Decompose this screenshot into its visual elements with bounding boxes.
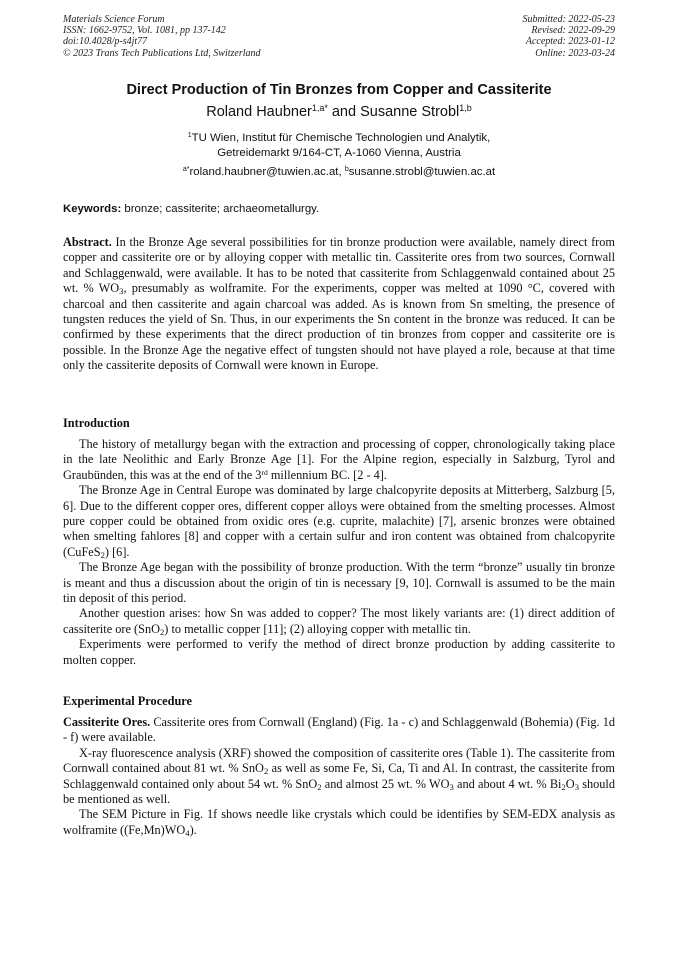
affiliation-line-1: TU Wien, Institut für Chemische Technologien und Analytik,	[191, 132, 491, 144]
author-strobl: Susanne Strobl	[360, 104, 460, 120]
journal-name: Materials Science Forum	[63, 14, 165, 25]
author-haubner-affil: 1,a*	[311, 103, 328, 114]
date-revised: Revised: 2022-09-29	[531, 25, 615, 37]
author-haubner: Roland Haubner	[206, 104, 312, 120]
journal-info	[63, 14, 261, 59]
section-heading-experimental: Experimental Procedure	[63, 694, 192, 708]
experimental-text	[63, 715, 615, 838]
subsection-label-cassiterite-ores: Cassiterite Ores.	[63, 715, 151, 729]
affiliation-line-2: Getreidemarkt 9/164-CT, A-1060 Vienna, Austria	[217, 147, 461, 159]
keywords-text: bronze; cassiterite; archaeometallurgy.	[121, 203, 320, 215]
paragraph: The SEM Picture in Fig. 1f shows needle like crystals which could be identifies by SEM-EDX analysis as wolframite $((Fe,Mn)WO_4)$.	[63, 807, 615, 838]
paragraph: The Bronze Age began with the possibility of bronze production. With the term “bronze” usually tin bronze is meant and thus a discussion about the origin of tin is necessary [9, 10]. Cornwall is assumed to be the main tin deposit of this period.	[63, 560, 615, 606]
keywords	[63, 203, 319, 215]
paragraph: Another question arises: how Sn was added to copper? The most likely variants are: (1) direct addition of cassiterite ore (SnO$_2$) to metallic copper [11]; (2) alloying copper with metallic tin.	[63, 606, 615, 638]
journal-copyright: © 2023 Trans Tech Publications Ltd, Switzerland	[63, 47, 261, 59]
author-strobl-affil: 1,b	[459, 103, 472, 114]
email-haubner[interactable]: roland.haubner@tuwien.ac.at,	[189, 166, 342, 178]
email-b-marker: b	[344, 166, 349, 174]
paragraph: X-ray fluorescence analysis (XRF) showed the composition of cassiterite ores (Table 1). The cassiterite from Cornwall contained about 81 wt. % SnO$_2$ as well as some Fe, Si, Ca, Ti and Al. In contrast, the cassiterite from Schlaggenwald contained only about 54 wt. % SnO$_2$ and almost 25 wt. % $WO_3$ and about 4 wt. % $Bi_2O_3$ should be mentioned as well.	[63, 745, 615, 807]
abstract-label: Abstract.	[63, 235, 112, 249]
author-emails	[0, 166, 678, 178]
authors-line	[0, 104, 678, 120]
email-strobl[interactable]: susanne.strobl@tuwien.ac.at	[348, 166, 496, 178]
email-a-marker: a*	[182, 166, 190, 174]
paper-title: Direct Production of Tin Bronzes from Copper and Cassiterite	[126, 82, 552, 98]
journal-issn: ISSN: 1662-9752, Vol. 1081, pp 137-142	[63, 25, 226, 37]
author-conjunction: and	[327, 104, 361, 120]
journal-doi: doi:10.4028/p-s4jt77	[63, 36, 148, 48]
date-online: Online: 2023-03-24	[535, 47, 615, 59]
affiliation-marker: 1	[187, 132, 192, 140]
section-heading-introduction: Introduction	[63, 416, 130, 430]
date-accepted: Accepted: 2023-01-12	[525, 36, 615, 48]
keywords-label: Keywords:	[63, 203, 122, 215]
paragraph: The history of metallurgy began with the extraction and processing of copper, chronologically taking place in the late Neolithic and Early Bronze Age [1]. For the Alpine region, especially in Salzburg, Tyrol and Graubünden, this was at the end of the 3rd millennium BC. [2 - 4].	[63, 437, 615, 482]
paragraph: Cassiterite Ores. Cassiterite ores from Cornwall (England) (Fig. 1a - c) and Schlaggenwald (Bohemia) (Fig. 1d - f) were available.	[63, 715, 615, 745]
abstract: Abstract. In the Bronze Age several possibilities for tin bronze production were available, namely direct from copper and cassiterite ore or by alloying copper with metallic tin. Cassiterite ores from two sources, Cornwall and Schlaggenwald, were available. It has to be noted that cassiterite from Schlaggenwald contained about 25 wt. % $WO_3$, presumably as wolframite. For the experiments, copper was melted at 1090 °C, covered with charcoal and then cassiterite and again charcoal was added. As is known from Sn smelting, the presence of tungsten reduces the yield of Sn. Thus, in our experiments the Sn content in the bronze was reduced. It can be confirmed by these experiments that the direct production of tin bronzes from copper and cassiterite ore is possible. In the Bronze Age the negative effect of tungsten should not have played a role, because at that time only the cassiterite deposits of Cornwall were known in Europe.	[63, 235, 615, 373]
paragraph: The Bronze Age in Central Europe was dominated by large chalcopyrite deposits at Mitterberg, Salzburg [5, 6]. Due to the different copper ores, different copper alloys were obtained from the smelting processes. Almost pure copper could be obtained from oxidic ores (e.g. cuprite, malachite) [7], arsenic bronzes were obtained when smelting fahlores [8] and copper with a certain sulfur and iron content was obtained from chalcopyrite (CuFeS$_2$) [6].	[63, 483, 615, 560]
affiliation	[0, 131, 678, 161]
introduction-text	[63, 437, 615, 668]
publication-dates	[523, 14, 616, 59]
date-submitted: Submitted: 2022-05-23	[522, 14, 615, 25]
paragraph: Experiments were performed to verify the method of direct bronze production by adding cassiterite to molten copper.	[63, 637, 615, 667]
